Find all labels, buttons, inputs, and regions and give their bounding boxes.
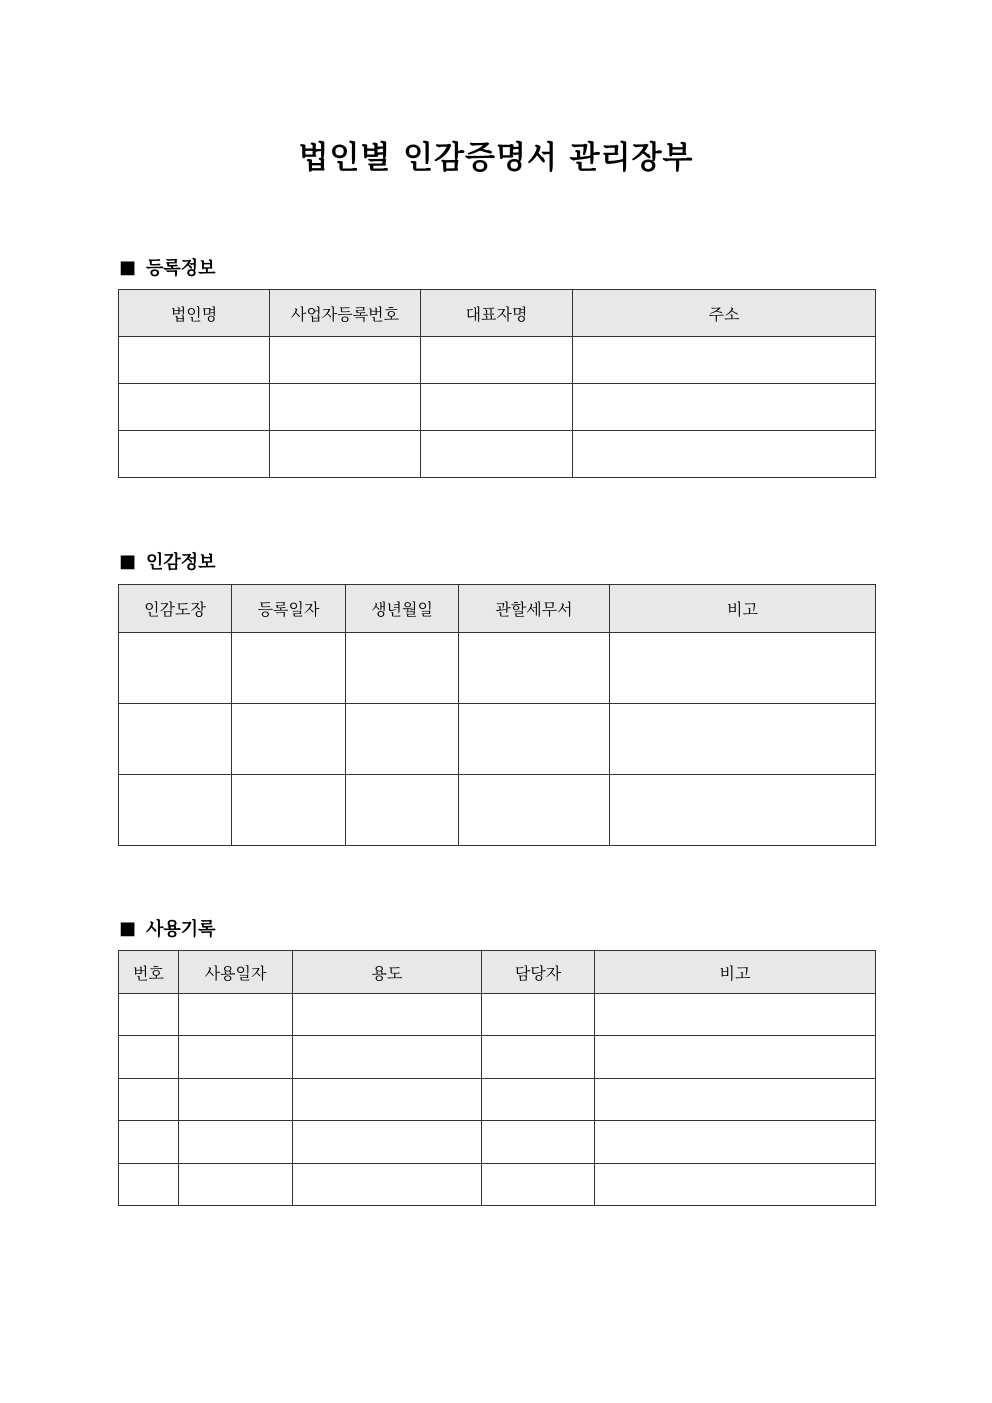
table-row — [119, 1036, 876, 1079]
table-cell[interactable] — [459, 704, 610, 775]
column-header: 주소 — [573, 290, 876, 337]
seal-table — [118, 584, 876, 846]
table-cell[interactable] — [232, 775, 346, 846]
table-row — [119, 775, 876, 846]
table-cell[interactable] — [232, 633, 346, 704]
column-header: 등록일자 — [232, 585, 346, 633]
table-cell[interactable] — [119, 1036, 179, 1079]
table-cell[interactable] — [421, 337, 573, 384]
table-cell[interactable] — [293, 1164, 482, 1206]
table-cell[interactable] — [595, 1121, 876, 1164]
table-cell[interactable] — [346, 775, 459, 846]
table-cell[interactable] — [293, 994, 482, 1036]
column-header: 인감도장 — [119, 585, 232, 633]
section-heading-usage — [119, 915, 216, 941]
section-heading-seal — [119, 548, 216, 574]
column-header: 비고 — [610, 585, 876, 633]
table-cell[interactable] — [293, 1079, 482, 1121]
section-heading-label: 등록정보 — [146, 258, 216, 279]
square-bullet-icon: ■ — [119, 256, 137, 278]
table-row — [119, 337, 876, 384]
table-cell[interactable] — [421, 384, 573, 431]
table-cell[interactable] — [179, 1121, 293, 1164]
column-header: 담당자 — [482, 951, 595, 994]
table-cell[interactable] — [119, 431, 270, 478]
column-header: 법인명 — [119, 290, 270, 337]
square-bullet-icon: ■ — [119, 550, 137, 572]
table-cell[interactable] — [119, 1121, 179, 1164]
table-row — [119, 1121, 876, 1164]
table-cell[interactable] — [573, 431, 876, 478]
table-cell[interactable] — [595, 994, 876, 1036]
document-title: 법인별 인감증명서 관리장부 — [298, 140, 694, 176]
table-cell[interactable] — [595, 1079, 876, 1121]
table-row — [119, 1079, 876, 1121]
usage-table — [118, 950, 876, 1206]
table-cell[interactable] — [293, 1036, 482, 1079]
column-header: 비고 — [595, 951, 876, 994]
table-header-row — [119, 585, 876, 633]
registration-table — [118, 289, 876, 478]
table-cell[interactable] — [346, 704, 459, 775]
table-cell[interactable] — [119, 994, 179, 1036]
table-cell[interactable] — [270, 431, 421, 478]
table-row — [119, 1164, 876, 1206]
table-cell[interactable] — [119, 704, 232, 775]
table-cell[interactable] — [270, 337, 421, 384]
column-header: 번호 — [119, 951, 179, 994]
column-header: 관할세무서 — [459, 585, 610, 633]
table-row — [119, 633, 876, 704]
section-heading-label: 인감정보 — [146, 552, 216, 573]
table-cell[interactable] — [179, 1036, 293, 1079]
table-cell[interactable] — [610, 775, 876, 846]
table-cell[interactable] — [610, 704, 876, 775]
table-cell[interactable] — [482, 1164, 595, 1206]
table-cell[interactable] — [119, 1164, 179, 1206]
column-header: 용도 — [293, 951, 482, 994]
table-cell[interactable] — [459, 775, 610, 846]
table-cell[interactable] — [119, 384, 270, 431]
table-cell[interactable] — [595, 1164, 876, 1206]
table-row — [119, 384, 876, 431]
table-cell[interactable] — [459, 633, 610, 704]
column-header: 사업자등록번호 — [270, 290, 421, 337]
table-cell[interactable] — [595, 1036, 876, 1079]
table-cell[interactable] — [482, 1121, 595, 1164]
table-cell[interactable] — [119, 337, 270, 384]
table-cell[interactable] — [573, 337, 876, 384]
table-cell[interactable] — [270, 384, 421, 431]
square-bullet-icon: ■ — [119, 917, 137, 939]
table-header-row — [119, 290, 876, 337]
column-header: 사용일자 — [179, 951, 293, 994]
table-cell[interactable] — [610, 633, 876, 704]
table-cell[interactable] — [421, 431, 573, 478]
table-cell[interactable] — [346, 633, 459, 704]
table-cell[interactable] — [482, 1079, 595, 1121]
table-cell[interactable] — [293, 1121, 482, 1164]
table-cell[interactable] — [482, 994, 595, 1036]
table-cell[interactable] — [179, 1164, 293, 1206]
table-cell[interactable] — [482, 1036, 595, 1079]
table-cell[interactable] — [179, 1079, 293, 1121]
table-row — [119, 704, 876, 775]
table-cell[interactable] — [119, 1079, 179, 1121]
table-cell[interactable] — [179, 994, 293, 1036]
table-cell[interactable] — [119, 633, 232, 704]
section-heading-registration — [119, 254, 216, 280]
column-header: 대표자명 — [421, 290, 573, 337]
table-row — [119, 994, 876, 1036]
table-cell[interactable] — [573, 384, 876, 431]
table-cell[interactable] — [232, 704, 346, 775]
column-header: 생년월일 — [346, 585, 459, 633]
section-heading-label: 사용기록 — [146, 919, 216, 940]
table-header-row — [119, 951, 876, 994]
table-row — [119, 431, 876, 478]
table-cell[interactable] — [119, 775, 232, 846]
